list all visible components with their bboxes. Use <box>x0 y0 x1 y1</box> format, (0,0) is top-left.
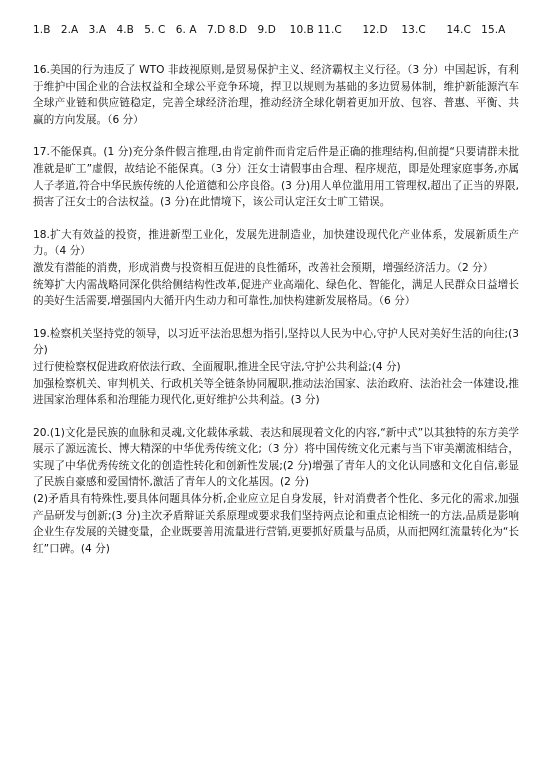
q19-paragraph-3: 加强检察机关、审判机关、行政机关等全链条协同履职,推动法治国家、法治政府、法治社会一体建设,推进国家治理体系和治理能力现代化,更好维护公共利益。(3 分) <box>33 377 519 407</box>
q18-paragraph-2: 激发有潜能的消费，形成消费与投资相互促进的良性循环，改善社会预期，增强经济活力。（2 分） <box>33 261 494 274</box>
question-20-answer <box>33 425 519 558</box>
question-16-answer <box>33 62 519 128</box>
question-18-answer <box>33 227 519 310</box>
question-19-answer <box>33 326 519 409</box>
q18-paragraph-1: 18.扩大有效益的投资，推进新型工业化，发展先进制造业，加快建设现代化产业体系，发展新质生产力。（4 分） <box>33 228 519 258</box>
q17-paragraph: 17.不能保真。(1 分)充分条件假言推理,由肯定前件而肯定后件是正确的推理结构,但前提“只要请群未批准就是旷工”虚假，故结论不能保真。（3 分）汪女士请假事由合理、程序规范，即是处理家庭事务,亦属人子孝道,符合中华民族传统的人伦道德和公序良俗。(3 分)用人单位滥用用工管理权,超出了正当的界限,损害了汪女士的合法权益。(3 分)在此情境下，该公司认定汪女士旷工错误。 <box>33 146 519 209</box>
q19-paragraph-2: 过行使检察权促进政府依法行政、全面履职,推进全民守法,守护公共利益;(4 分) <box>33 360 401 373</box>
question-17-answer <box>33 144 519 210</box>
q19-paragraph-1: 19.检察机关坚持党的领导，以习近平法治思想为指引,坚持以人民为中心,守护人民对美好生活的向往;(3 分) <box>33 327 519 357</box>
q18-paragraph-3: 统筹扩大内需战略同深化供给侧结构性改革,促进产业高端化、绿色化、智能化，满足人民群众日益增长的美好生活需要,增强国内大循开内生动力和可靠性,加快构建新发展格局。（6 分） <box>33 278 519 308</box>
q20-paragraph-2: (2)矛盾具有特殊性,要具体问题具体分析,企业应立足自身发展，针对消费者个性化、多元化的需求,加强产品研发与创新;(3 分)主次矛盾辩证关系原理或要求我们坚持两点论和重点论相统一的方法,品质是影响企业生存发展的关键变量，企业既要善用流量进行营销,更要抓好质量与品质，从而把网红流量转化为“长红”口碑。(4 分) <box>33 493 519 555</box>
q20-paragraph-1: 20.(1)文化是民族的血脉和灵魂,文化载体承载、表达和展现着文化的内容,“新中式”以其独特的东方美学展示了源远流长、博大精深的中华优秀传统文化;（3 分）将中国传统文化元素与当下审美潮流相结合，实现了中华优秀传统文化的创造性转化和创新性发展;(2 分)增强了青年人的文化认同感和文化自信,彰显了民族自豪感和爱国情怀,激活了青年人的文化基因。(2 分) <box>33 426 519 489</box>
q16-paragraph: 16.美国的行为违反了 WTO 非歧视原则,是贸易保护主义、经济霸权主义行径。（3 分）中国起诉，有利于维护中国企业的合法权益和全球公平竞争环境，捍卫以规则为基础的多边贸易体制，维护新能源汽车全球产业链和供应链稳定，完善全球经济治理，推动经济全球化朝着更加开放、包容、普惠、平衡、共赢的方向发展。（6 分） <box>33 64 519 126</box>
multiple-choice-answers: 1.B 2.A 3.A 4.B 5. C 6. A 7.D 8.D 9.D 10.B 11.C 12.D 13.C 14.C 15.A <box>33 24 506 36</box>
